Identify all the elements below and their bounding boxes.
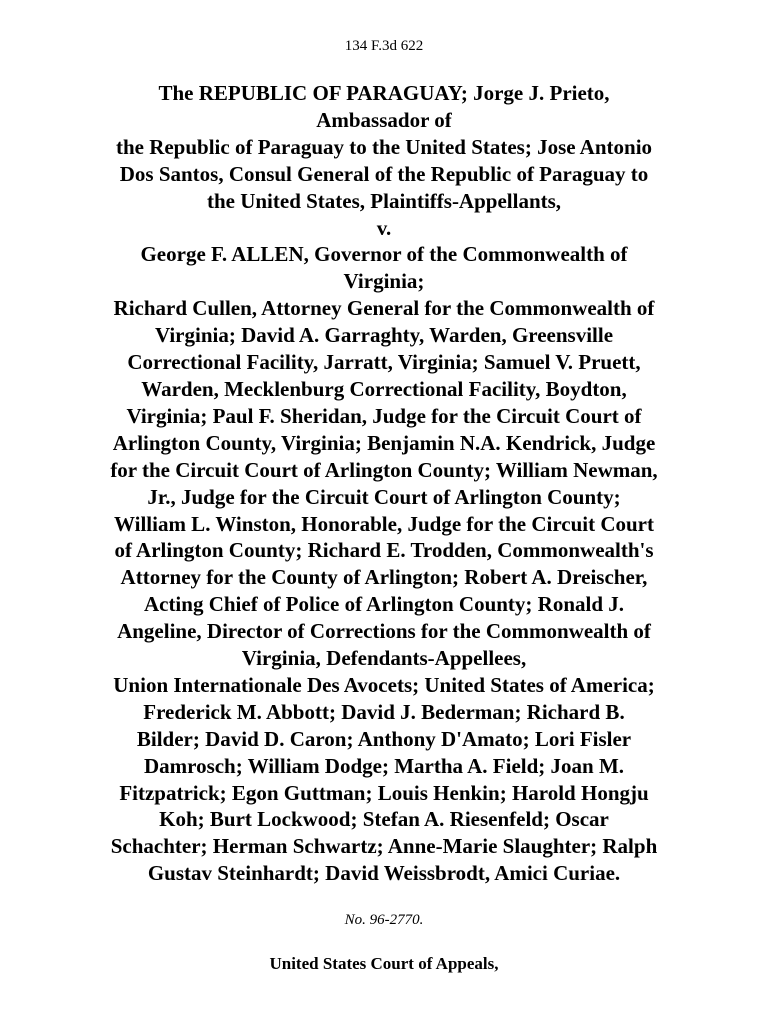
caption-line: the Republic of Paraguay to the United States; Jose Antonio bbox=[115, 134, 653, 159]
caption-line: Virginia; bbox=[343, 269, 425, 294]
caption-line: Correctional Facility, Jarratt, Virginia; Samuel V. Pruett, bbox=[127, 350, 641, 375]
caption-line: for the Circuit Court of Arlington County; William Newman, bbox=[110, 457, 658, 482]
versus-line: v. bbox=[376, 215, 392, 240]
caption-line: of Arlington County; Richard E. Trodden, Commonwealth's bbox=[114, 538, 654, 563]
caption-line: Acting Chief of Police of Arlington County; Ronald J. bbox=[143, 592, 625, 617]
case-citation: 134 F.3d 622 bbox=[344, 38, 424, 54]
docket-number: No. 96-2770. bbox=[344, 912, 424, 928]
caption-line: Warden, Mecklenburg Correctional Facility, Boydton, bbox=[141, 376, 627, 401]
caption-line: Fitzpatrick; Egon Guttman; Louis Henkin; Harold Hongju bbox=[119, 780, 649, 805]
caption-line: Frederick M. Abbott; David J. Bederman; Richard B. bbox=[143, 699, 625, 724]
caption-line: Virginia; David A. Garraghty, Warden, Greensville bbox=[154, 323, 614, 348]
caption-line: Union Internationale Des Avocets; United States of America; bbox=[113, 672, 655, 697]
caption-line: Virginia, Defendants-Appellees, bbox=[241, 646, 527, 671]
caption-line: Angeline, Director of Corrections for the Commonwealth of bbox=[117, 619, 651, 644]
caption-line: Arlington County, Virginia; Benjamin N.A. Kendrick, Judge bbox=[112, 430, 656, 455]
caption-line: William L. Winston, Honorable, Judge for the Circuit Court bbox=[113, 511, 654, 536]
caption-line: The REPUBLIC OF PARAGUAY; Jorge J. Prieto, bbox=[158, 81, 610, 105]
caption-line: Attorney for the County of Arlington; Robert A. Dreischer, bbox=[120, 565, 648, 590]
court-name: United States Court of Appeals, bbox=[269, 954, 499, 973]
caption-line: Koh; Burt Lockwood; Stefan A. Riesenfeld; Oscar bbox=[159, 807, 609, 832]
caption-line: George F. ALLEN, Governor of the Commonwealth of bbox=[140, 242, 628, 267]
caption-line: Bilder; David D. Caron; Anthony D'Amato; Lori Fisler bbox=[136, 726, 632, 751]
caption-line: Ambassador of bbox=[316, 107, 452, 132]
caption-line: Richard Cullen, Attorney General for the Commonwealth of bbox=[113, 296, 655, 321]
caption-line: Damrosch; William Dodge; Martha A. Field; Joan M. bbox=[143, 753, 625, 778]
case-caption bbox=[0, 80, 768, 887]
caption-line: Dos Santos, Consul General of the Republic of Paraguay to bbox=[119, 161, 649, 186]
caption-line: Virginia; Paul F. Sheridan, Judge for the Circuit Court of bbox=[126, 403, 642, 428]
caption-line: the United States, Plaintiffs-Appellants, bbox=[206, 188, 562, 213]
caption-line: Jr., Judge for the Circuit Court of Arlington County; bbox=[147, 484, 621, 509]
caption-line: Schachter; Herman Schwartz; Anne-Marie Slaughter; Ralph bbox=[110, 834, 658, 859]
caption-line: Gustav Steinhardt; David Weissbrodt, Amici Curiae. bbox=[147, 861, 621, 886]
